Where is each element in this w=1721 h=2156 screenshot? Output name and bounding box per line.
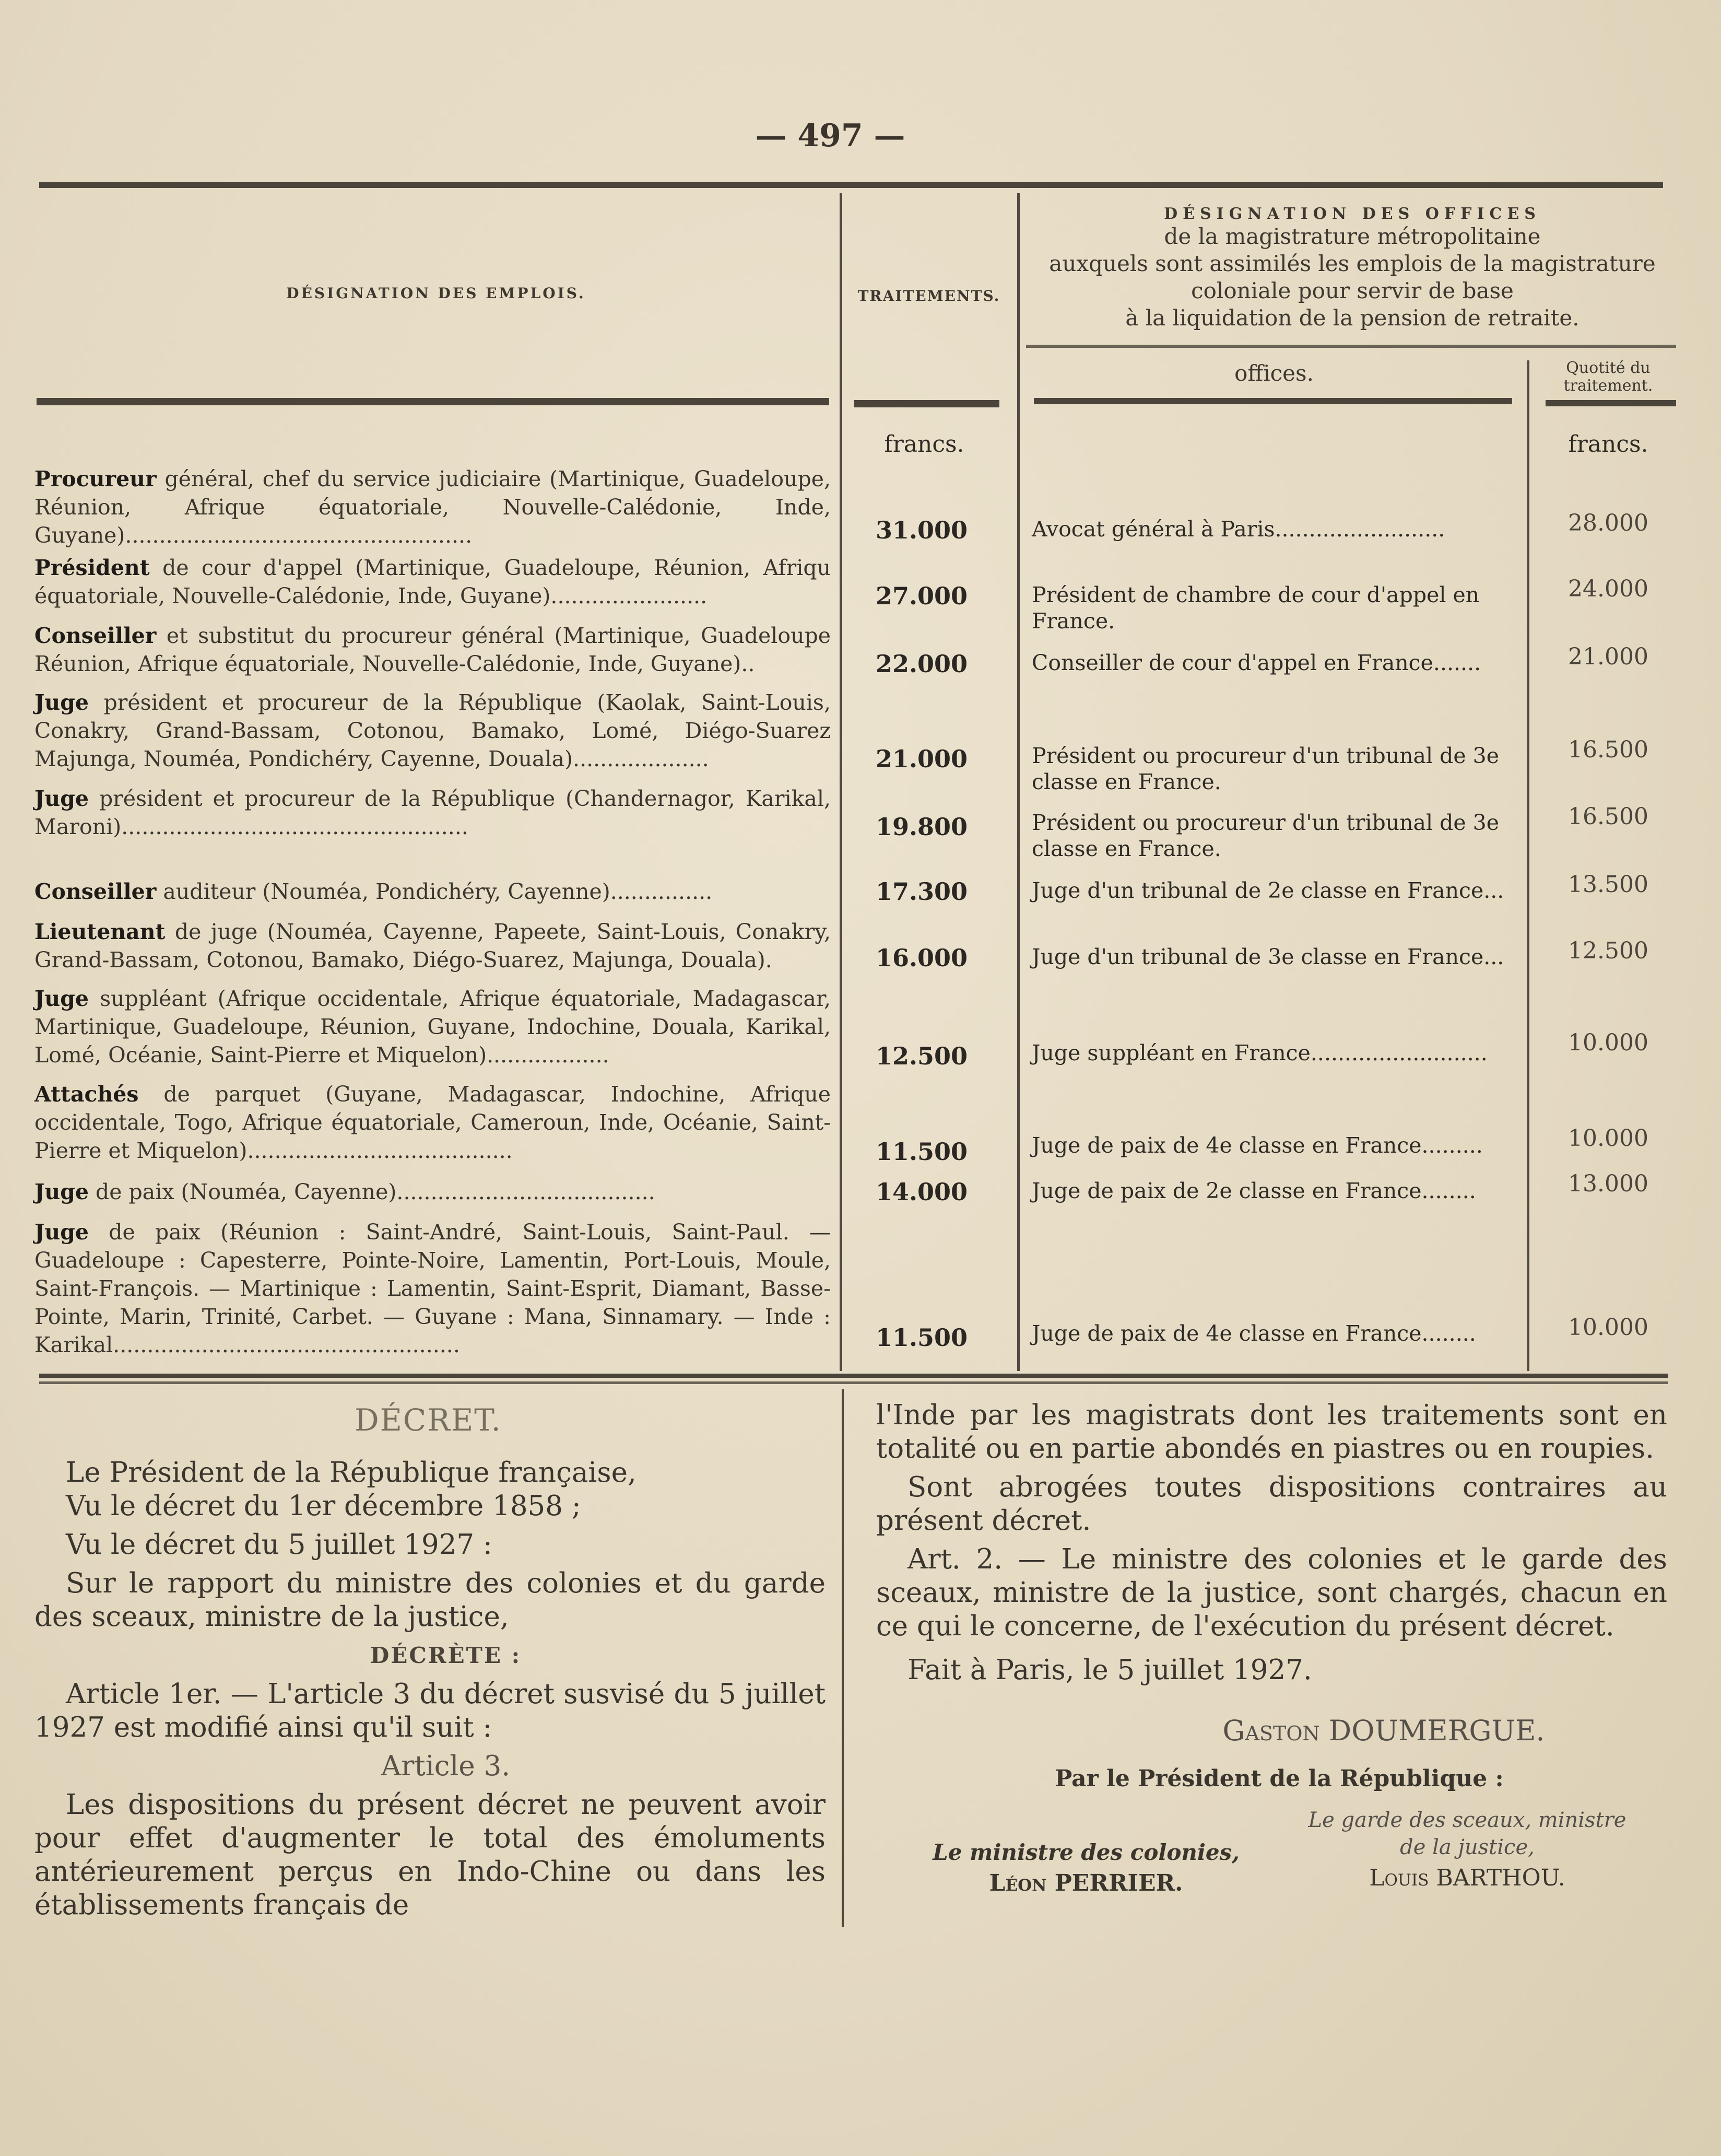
header-quotite-line1: Quotité du xyxy=(1566,359,1651,377)
emploi-lead: Juge xyxy=(34,1179,89,1204)
quotite-cell: 21.000 xyxy=(1568,643,1648,670)
quotite-cell: 10.000 xyxy=(1568,1125,1648,1152)
emploi-cell xyxy=(34,554,831,610)
office-cell: Juge de paix de 2e classe en France........ xyxy=(1032,1178,1476,1203)
emploi-cell xyxy=(34,877,831,906)
garde-title-line2: de la justice, xyxy=(1400,1835,1535,1859)
office-cell: Président ou procureur d'un tribunal de 3e classe en France. xyxy=(1032,743,1500,794)
emploi-lead: Juge xyxy=(34,786,89,811)
decret-right-column xyxy=(876,1399,1667,1692)
emploi-text: de paix (Réunion : Saint-André, Saint-Louis, Saint-Paul. — Guadeloupe : Capesterre, Pointe-Noire, Lamentin, Port-Louis, Moule, Saint-François. — Martinique : Lamentin, Saint-Esprit, Diamant, Basse-Pointe, Marin, Trinité, Carbet. — Guyane : Mana, Sinnamary. — Inde : Karikal................................................... xyxy=(34,1220,831,1357)
decret-decrete: DÉCRÈTE : xyxy=(370,1643,522,1668)
quotite-cell: 16.500 xyxy=(1568,803,1648,830)
emploi-lead: Président xyxy=(34,555,150,580)
table-top-rule xyxy=(39,182,1663,188)
decret-title: DÉCRET. xyxy=(355,1402,502,1438)
office-cell: Président de chambre de cour d'appel en France. xyxy=(1032,582,1480,634)
decret-preamble: Le Président de la République française, xyxy=(66,1457,636,1489)
emploi-cell xyxy=(34,784,831,841)
column-divider-1 xyxy=(840,193,842,1371)
header-offices-line2: de la magistrature métropolitaine xyxy=(1164,224,1541,249)
emploi-cell xyxy=(34,688,831,773)
header-emplois: DÉSIGNATION DES EMPLOIS. xyxy=(286,285,586,302)
par-le-president: Par le Président de la République : xyxy=(1055,1765,1504,1792)
office-cell: Conseiller de cour d'appel en France....... xyxy=(1032,650,1481,675)
quotite-cell: 13.000 xyxy=(1568,1170,1648,1197)
office-cell: Juge de paix de 4e classe en France........ xyxy=(1032,1321,1476,1346)
emploi-lead: Conseiller xyxy=(34,623,157,648)
decret-rapport: Sur le rapport du ministre des colonies et du garde des sceaux, ministre de la justice, xyxy=(34,1567,826,1633)
header-traitements: TRAITEMENTS. xyxy=(857,287,1000,304)
ministre-title: Le ministre des colonies, xyxy=(933,1839,1240,1865)
emploi-text: de parquet (Guyane, Madagascar, Indochine, Afrique occidentale, Togo, Afrique équatoriale, Cameroun, Inde, Océanie, Saint-Pierre et Miquelon)....................................... xyxy=(34,1082,831,1163)
emploi-text: de juge (Nouméa, Cayenne, Papeete, Saint-Louis, Conakry, Grand-Bassam, Cotonou, Bamako, Diégo-Suarez, Majunga, Douala). xyxy=(34,919,831,972)
emploi-cell xyxy=(34,985,831,1069)
emploi-cell xyxy=(34,1080,831,1165)
traitement-cell: 11.500 xyxy=(875,1138,968,1166)
signature-president: Gaston DOUMERGUE. xyxy=(1222,1714,1545,1747)
emploi-lead: Procureur xyxy=(34,466,157,491)
emploi-text: suppléant (Afrique occidentale, Afrique équatoriale, Madagascar, Martinique, Guadeloupe, Réunion, Guyane, Indochine, Douala, Karikal, Lomé, Océanie, Saint-Pierre et Miquelon).................. xyxy=(34,986,831,1068)
emploi-cell xyxy=(34,622,831,678)
ministre-name: Léon PERRIER. xyxy=(989,1870,1183,1896)
emploi-text: président et procureur de la République (Chandernagor, Karikal, Maroni)................................................... xyxy=(34,786,831,839)
quotite-cell: 13.500 xyxy=(1568,871,1648,898)
emploi-cell xyxy=(34,1178,831,1206)
unit-traitements: francs. xyxy=(884,431,964,458)
traitement-cell: 22.000 xyxy=(875,650,968,678)
decret-vu-1858: Vu le décret du 1er décembre 1858 ; xyxy=(66,1490,581,1522)
decret-article-3-heading: Article 3. xyxy=(381,1750,511,1782)
office-cell: Juge de paix de 4e classe en France......... xyxy=(1032,1133,1483,1158)
quotite-cell: 24.000 xyxy=(1568,576,1648,602)
traitement-cell: 12.500 xyxy=(875,1042,968,1070)
office-cell: Juge suppléant en France.......................... xyxy=(1032,1040,1488,1065)
emploi-lead: Juge xyxy=(34,1220,89,1245)
traitement-cell: 31.000 xyxy=(875,516,968,544)
header-offices-title: DÉSIGNATION DES OFFICES xyxy=(1164,205,1541,223)
column-divider-2 xyxy=(1017,193,1020,1371)
emploi-lead: Lieutenant xyxy=(34,919,166,944)
header-offices-rule xyxy=(1026,345,1676,348)
emploi-cell xyxy=(34,918,831,974)
emploi-text: auditeur (Nouméa, Pondichéry, Cayenne)............... xyxy=(156,879,713,904)
decret-article-1: Article 1er. — L'article 3 du décret susvisé du 5 juillet 1927 est modifié ainsi qu'il suit : xyxy=(34,1678,826,1743)
decret-article-2: Art. 2. — Le ministre des colonies et le garde des sceaux, ministre de la justice, sont chargés, chacun en ce qui le concerne, de l'exécution du présent décret. xyxy=(876,1543,1667,1642)
emploi-text: de cour d'appel (Martinique, Guadeloupe, Réunion, Afriqu équatoriale, Nouvelle-Calédonie, Inde, Guyane)....................... xyxy=(34,555,831,608)
quotite-cell: 12.500 xyxy=(1568,938,1648,964)
traitement-cell: 19.800 xyxy=(875,813,968,841)
traitement-cell: 17.300 xyxy=(875,877,968,906)
header-rule-traitements xyxy=(854,400,999,407)
emploi-cell xyxy=(34,465,831,549)
header-offices-line4: coloniale pour servir de base xyxy=(1191,278,1514,303)
header-rule-emplois xyxy=(37,398,829,405)
office-cell: Juge d'un tribunal de 2e classe en France... xyxy=(1032,878,1504,903)
traitement-cell: 14.000 xyxy=(875,1178,968,1206)
office-cell: Juge d'un tribunal de 3e classe en France... xyxy=(1032,944,1504,969)
decret-vu-1927: Vu le décret du 5 juillet 1927 : xyxy=(66,1529,492,1561)
emploi-text: général, chef du service judiciaire (Martinique, Guadeloupe, Réunion, Afrique équatoriale, Nouvelle-Calédonie, Inde, Guyane)................................................... xyxy=(34,466,831,548)
page-number: — 497 — xyxy=(755,118,905,154)
emploi-lead: Juge xyxy=(34,986,89,1011)
emploi-text: de paix (Nouméa, Cayenne)...................................... xyxy=(88,1179,655,1204)
office-cell: Président ou procureur d'un tribunal de 3e classe en France. xyxy=(1032,810,1500,861)
decret-article-3-text: Les dispositions du présent décret ne peuvent avoir pour effet d'augmenter le total des émoluments antérieurement perçus en Indo-Chine ou dans les établissements français de xyxy=(34,1789,826,1921)
traitement-cell: 27.000 xyxy=(875,582,968,610)
garde-title-line1: Le garde des sceaux, ministre xyxy=(1308,1808,1626,1832)
decret-fait: Fait à Paris, le 5 juillet 1927. xyxy=(907,1654,1312,1686)
table-bottom-rule xyxy=(39,1374,1668,1378)
emploi-lead: Juge xyxy=(34,690,89,715)
header-quotite xyxy=(1533,359,1684,395)
traitement-cell: 21.000 xyxy=(875,745,968,773)
header-offices-line3: auxquels sont assimilés les emplois de la magistrature xyxy=(1049,251,1656,276)
quotite-cell: 10.000 xyxy=(1568,1314,1648,1341)
emploi-cell xyxy=(34,1218,831,1359)
emploi-text: et substitut du procureur général (Martinique, Guadeloupe Réunion, Afrique équatoriale, Nouvelle-Calédonie, Inde, Guyane).. xyxy=(34,623,831,676)
table-bottom-rule-2 xyxy=(39,1381,1668,1384)
header-rule-quotite xyxy=(1546,400,1676,406)
quotite-cell: 16.500 xyxy=(1568,736,1648,763)
traitement-cell: 11.500 xyxy=(875,1323,968,1352)
header-offices-sub: offices. xyxy=(1234,360,1314,386)
garde-name: Louis BARTHOU. xyxy=(1369,1865,1565,1891)
decree-column-divider xyxy=(842,1389,844,1927)
office-cell: Avocat général à Paris......................... xyxy=(1032,517,1445,542)
emploi-lead: Attachés xyxy=(34,1082,139,1107)
header-offices-block xyxy=(1023,205,1681,332)
emploi-text: président et procureur de la République (Kaolak, Saint-Louis, Conakry, Grand-Bassam, Cotonou, Bamako, Lomé, Diégo-Suarez Majunga, Nouméa, Pondichéry, Cayenne, Douala).................... xyxy=(34,690,831,771)
quotite-cell: 28.000 xyxy=(1568,510,1648,536)
header-rule-offices xyxy=(1034,398,1512,404)
emploi-lead: Conseiller xyxy=(34,879,157,904)
decret-left-column xyxy=(34,1456,826,1927)
unit-quotite: francs. xyxy=(1568,431,1648,458)
quotite-cell: 10.000 xyxy=(1568,1029,1648,1056)
decret-continuation: l'Inde par les magistrats dont les traitements sont en totalité ou en partie abondés en piastres ou en roupies. xyxy=(876,1399,1667,1464)
header-quotite-line2: traitement. xyxy=(1563,377,1653,395)
column-divider-3 xyxy=(1527,360,1529,1371)
decret-abrogation: Sont abrogées toutes dispositions contraires au présent décret. xyxy=(876,1471,1667,1537)
header-offices-line5: à la liquidation de la pension de retraite. xyxy=(1125,305,1579,331)
traitement-cell: 16.000 xyxy=(875,944,968,972)
